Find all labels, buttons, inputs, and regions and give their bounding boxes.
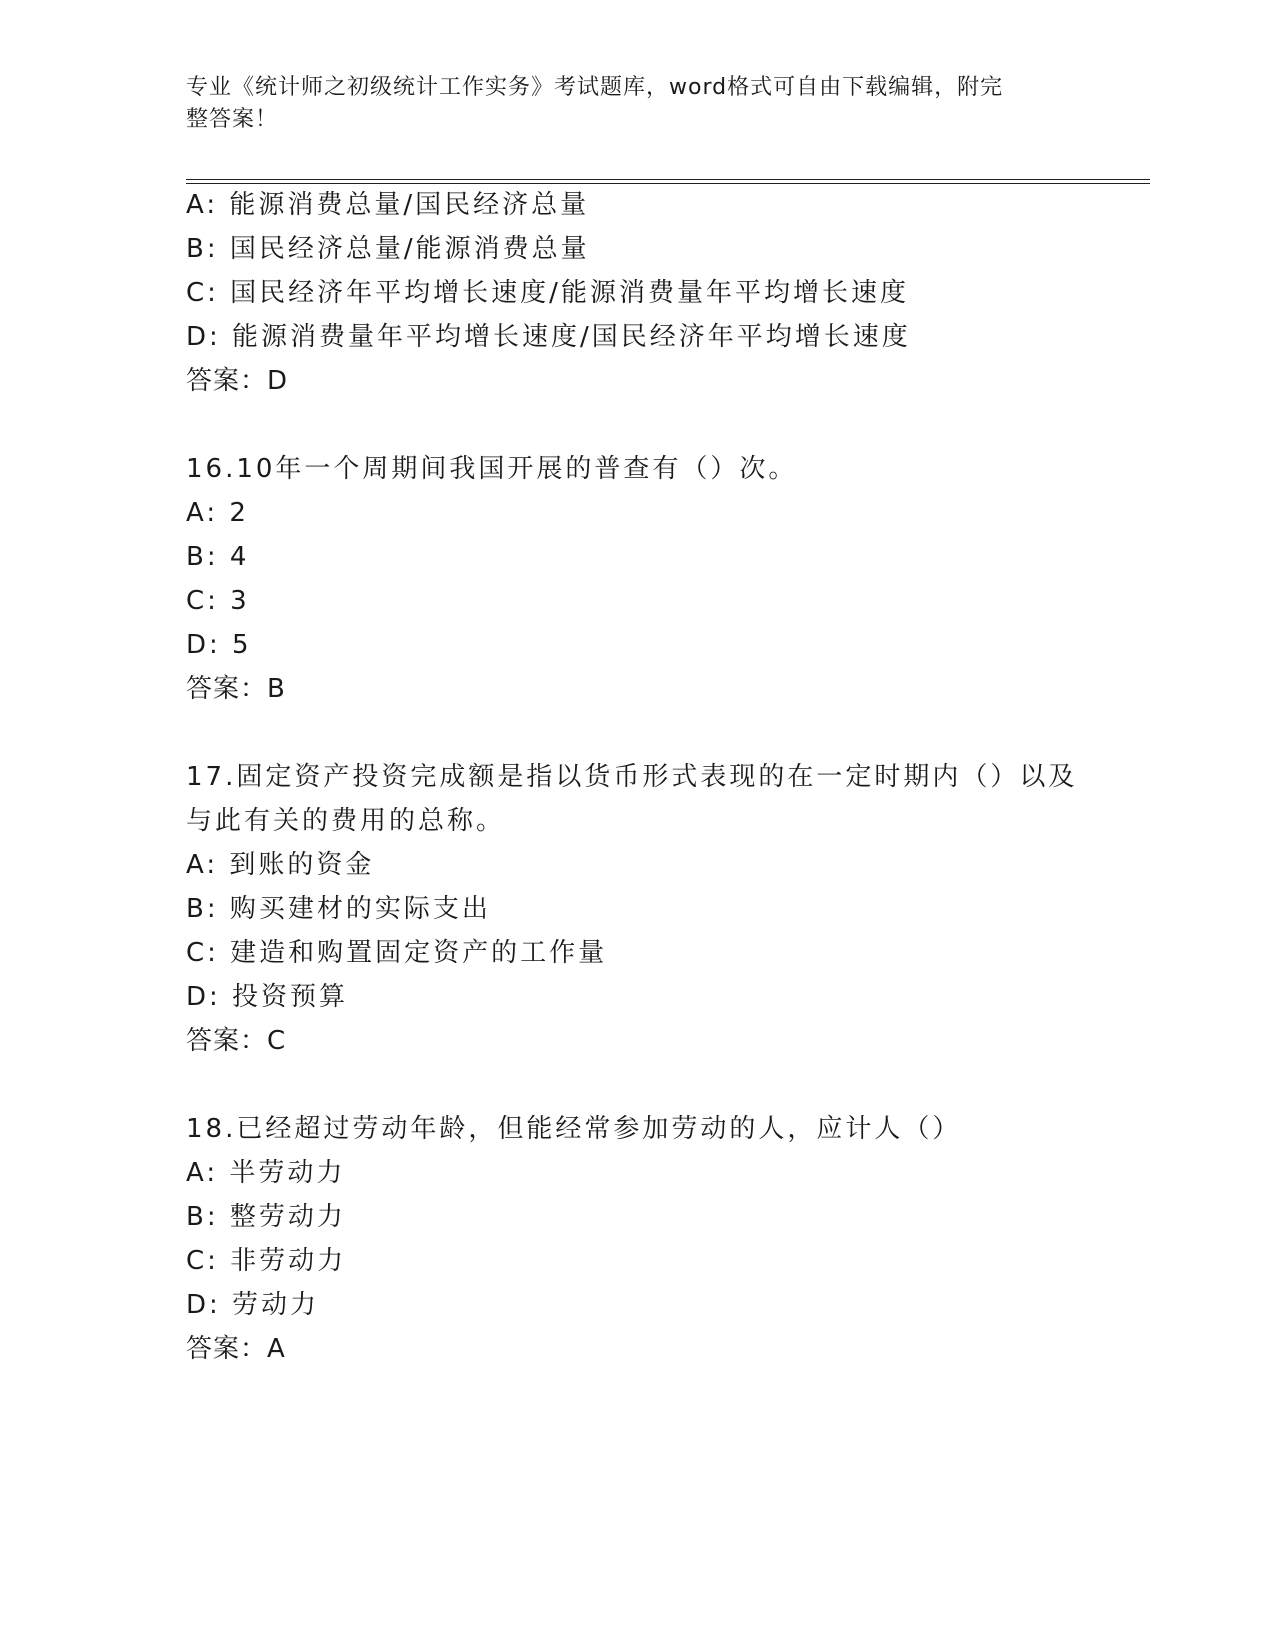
q16-option-d: D: 5 bbox=[186, 630, 252, 660]
q17-option-d: D: 投资预算 bbox=[186, 982, 349, 1012]
q17-question-line-2: 与此有关的费用的总称。 bbox=[186, 806, 506, 836]
q16-option-c: C: 3 bbox=[186, 586, 250, 616]
q18-option-d: D: 劳动力 bbox=[186, 1290, 320, 1320]
q16-option-b: B: 4 bbox=[186, 542, 250, 572]
q18-question: 18.已经超过劳动年龄，但能经常参加劳动的人，应计人（） bbox=[186, 1114, 962, 1144]
q15-option-b: B: 国民经济总量/能源消费总量 bbox=[186, 234, 590, 264]
q18-option-a: A: 半劳动力 bbox=[186, 1158, 346, 1188]
q17-option-c: C: 建造和购置固定资产的工作量 bbox=[186, 938, 608, 968]
q18-option-b: B: 整劳动力 bbox=[186, 1202, 346, 1232]
q16-option-a: A: 2 bbox=[186, 498, 249, 528]
q17-option-b: B: 购买建材的实际支出 bbox=[186, 894, 491, 924]
q18-answer: 答案：A bbox=[186, 1334, 286, 1364]
header-divider-bottom bbox=[186, 183, 1150, 184]
q15-option-a: A: 能源消费总量/国民经济总量 bbox=[186, 190, 590, 220]
document-header bbox=[186, 72, 1066, 136]
q17-option-a: A: 到账的资金 bbox=[186, 850, 375, 880]
q16-question: 16.10年一个周期间我国开展的普查有（）次。 bbox=[186, 454, 798, 484]
q16-answer: 答案：B bbox=[186, 674, 286, 704]
header-divider-top bbox=[186, 179, 1150, 180]
header-line-1: 专业《统计师之初级统计工作实务》考试题库，word格式可自由下载编辑，附完 bbox=[186, 75, 1004, 100]
q15-answer: 答案：D bbox=[186, 366, 289, 396]
q17-answer: 答案：C bbox=[186, 1026, 287, 1056]
q17-question-line-1: 17.固定资产投资完成额是指以货币形式表现的在一定时期内（）以及 bbox=[186, 762, 1078, 792]
q18-option-c: C: 非劳动力 bbox=[186, 1246, 347, 1276]
header-line-2: 整答案！ bbox=[186, 107, 279, 132]
q15-option-c: C: 国民经济年平均增长速度/能源消费量年平均增长速度 bbox=[186, 278, 909, 308]
q15-option-d: D: 能源消费量年平均增长速度/国民经济年平均增长速度 bbox=[186, 322, 911, 352]
